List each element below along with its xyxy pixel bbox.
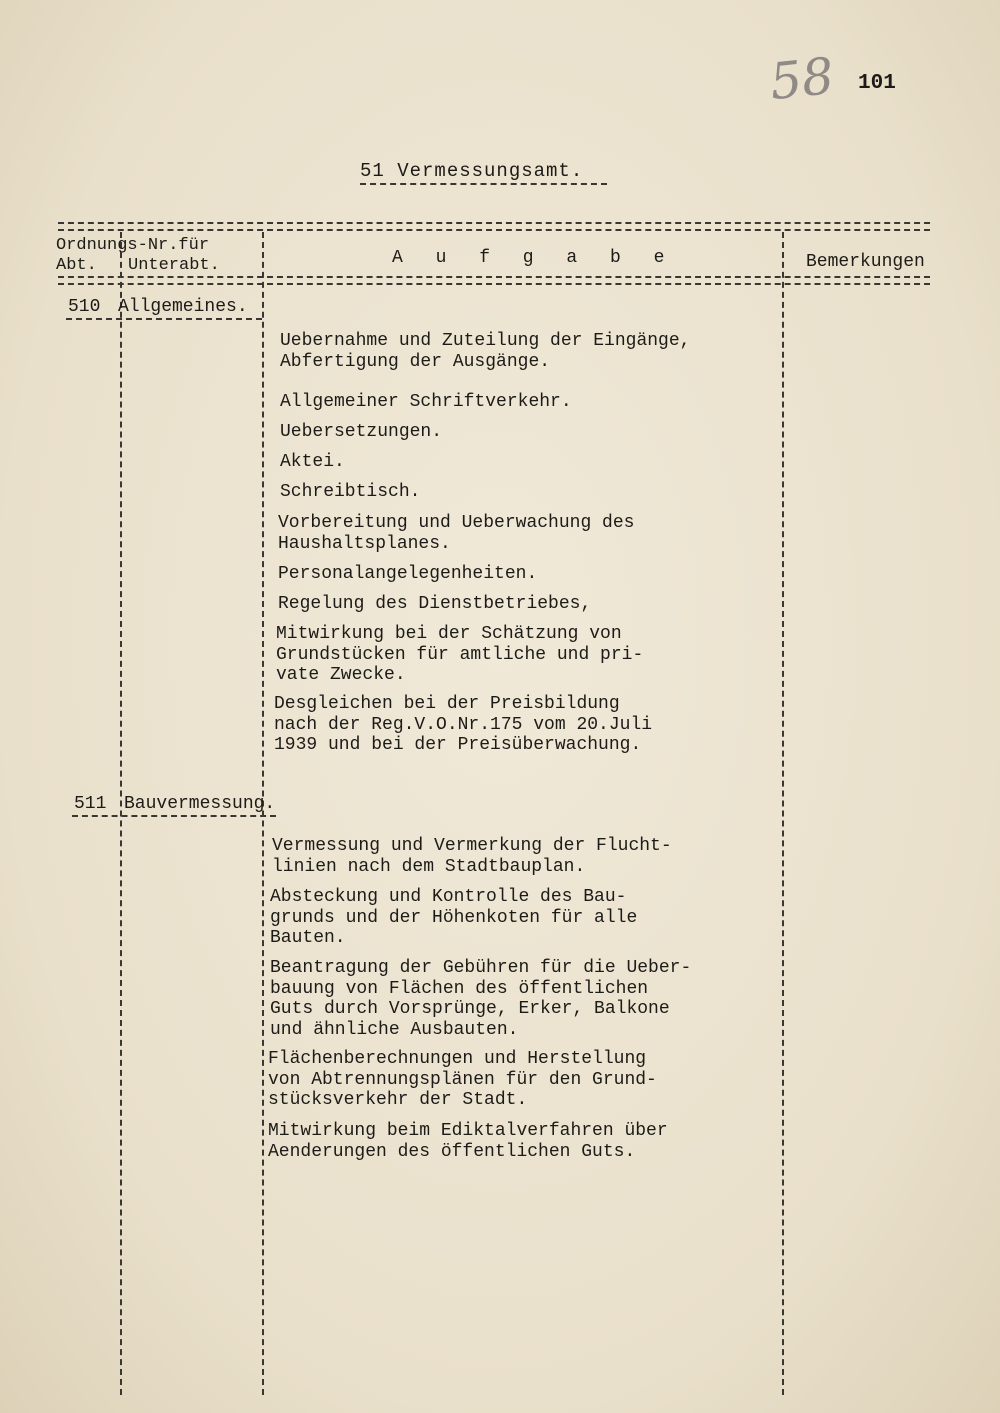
task-item: Aktei. (280, 452, 345, 472)
header-bemerkungen: Bemerkungen (806, 252, 925, 272)
task-item: Allgemeiner Schriftverkehr. (280, 392, 572, 412)
task-item: Regelung des Dienstbetriebes, (278, 594, 592, 614)
header-ordnungs-nr: Ordnungs-Nr.für (56, 236, 210, 255)
task-item: Mitwirkung beim Ediktalverfahren über Aenderungen des öffentlichen Guts. (268, 1121, 668, 1162)
header-abt: Abt. (56, 256, 97, 275)
header-bottom-rule-2 (58, 283, 930, 285)
task-item: Vorbereitung und Ueberwachung des Haushaltsplanes. (278, 513, 635, 554)
header-aufgabe: A u f g a b e (392, 248, 676, 268)
section-511-underline (72, 815, 276, 817)
section-code-510: 510 (68, 297, 101, 317)
page-title: 51 Vermessungsamt. (360, 160, 584, 182)
pencil-folio-mark: 58 (767, 46, 837, 112)
task-item: Personalangelegenheiten. (278, 564, 538, 584)
task-item: Absteckung und Kontrolle des Bau- grunds und der Höhenkoten für alle Bauten. (270, 887, 638, 948)
column-divider-abt (120, 232, 122, 1395)
task-item: Vermessung und Vermerkung der Flucht- linien nach dem Stadtbauplan. (272, 836, 672, 877)
task-item: Mitwirkung bei der Schätzung von Grundstücken für amtliche und pri- vate Zwecke. (276, 624, 644, 685)
task-item: Desgleichen bei der Preisbildung nach der Reg.V.O.Nr.175 vom 20.Juli 1939 und bei der Preisüberwachung. (274, 694, 653, 755)
task-item: Flächenberechnungen und Herstellung von Abtrennungsplänen für den Grund- stücksverkehr der Stadt. (268, 1049, 657, 1110)
task-item: Uebernahme und Zuteilung der Eingänge, Abfertigung der Ausgänge. (280, 331, 691, 372)
column-divider-bemerkungen (782, 232, 784, 1395)
table-top-rule-1 (58, 222, 930, 224)
header-bottom-rule-1 (58, 276, 930, 278)
title-underline (360, 183, 607, 185)
page-number: 101 (858, 72, 896, 95)
task-item: Uebersetzungen. (280, 422, 443, 442)
task-item: Schreibtisch. (280, 482, 421, 502)
table-top-rule-2 (58, 229, 930, 231)
section-code-511: 511 (74, 794, 107, 814)
section-510-underline (66, 318, 262, 320)
header-unterabt: Unterabt. (128, 256, 220, 275)
section-name-allgemeines: Allgemeines. (118, 297, 248, 317)
task-item: Beantragung der Gebühren für die Ueber- bauung von Flächen des öffentlichen Guts durch Vorsprünge, Erker, Balkone und ähnliche Ausbauten. (270, 958, 692, 1040)
section-name-bauvermessung: Bauvermessung. (124, 794, 276, 814)
